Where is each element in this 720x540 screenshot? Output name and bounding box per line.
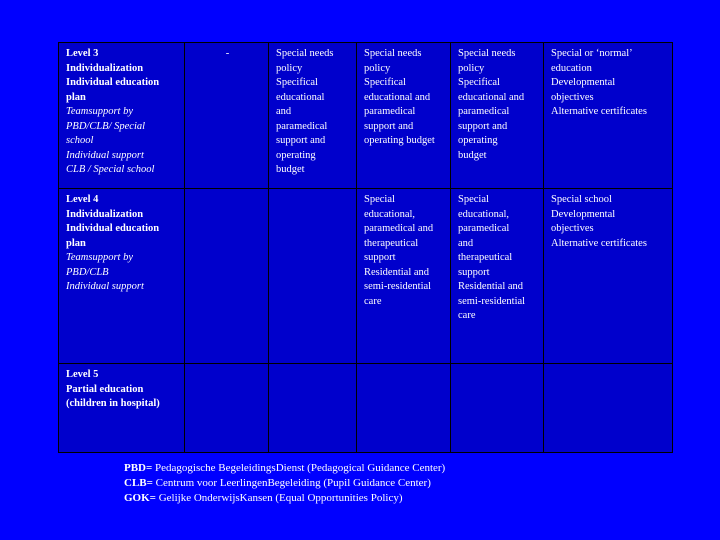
footnote-pbd: PBD= Pedagogische BegeleidingsDienst (Pedagogical Guidance Center) [124,462,446,474]
table-cell-col4 [357,43,451,189]
footnote-text: Centrum voor LeerlingenBegeleiding (Pupil Guidance Center) [155,477,431,489]
level-title-line: (children in hospital) [66,398,160,409]
level-title-line: plan [66,91,86,103]
cell-line: objectives [551,223,594,234]
cell-line: operating [276,149,316,161]
cell-line: policy [276,62,303,74]
cell-line: support [458,266,490,278]
level-title-line: Level 3 [66,48,99,59]
cell-line: education [551,62,592,74]
level-cell [59,189,185,364]
footnote-clb: CLB= Centrum voor LeerlingenBegeleiding (Pupil Guidance Center) [124,477,431,489]
cell-line: operating budget [364,135,435,146]
cell-line: care [364,295,382,307]
level-title-line: Individualization [66,62,144,74]
cell-line: Residential and [458,281,524,292]
cell-line: Special needs [364,48,422,59]
support-line: Teamsupport by [66,252,133,263]
table-cell-col3 [269,364,357,453]
support-line: Teamsupport by [66,106,133,117]
level-cell [59,364,185,453]
support-line: PBD/CLB/ Special [66,120,146,132]
level-title-line: Individualization [66,208,144,220]
cell-line: educational, [458,208,510,220]
cell-line: semi-residential [364,281,432,292]
level-title-line: Individual education [66,223,160,234]
cell-line: support and [276,135,326,146]
cell-line: and [458,237,474,249]
cell-line: support [364,252,396,263]
cell-line: educational, [364,208,416,220]
cell-line: Special [458,194,489,205]
cell-line: policy [458,62,485,74]
level-title-line: Level 4 [66,194,99,205]
cell-line: paramedical [458,223,510,234]
cell-line: Specifical [276,77,318,88]
table-cell-col6 [544,43,673,189]
table-cell-col5 [451,364,544,453]
cell-line: therapeutical [458,252,513,263]
support-levels-table [58,42,673,453]
cell-line: Residential and [364,266,430,278]
cell-line: objectives [551,91,594,103]
level-title-line: plan [66,237,86,249]
footnote-text: Gelijke OnderwijsKansen (Equal Opportunities Policy) [158,492,403,504]
level-cell [59,43,185,189]
cell-line: educational and [458,91,525,103]
cell-line: Special needs [458,48,516,59]
cell-line: paramedical [458,106,510,117]
cell-line: semi-residential [458,295,526,307]
table-row [59,189,673,364]
table-cell-col4 [357,364,451,453]
cell-line: paramedical [364,106,416,117]
cell-line: support and [458,120,508,132]
support-line: Individual support [66,149,144,161]
cell-line: Developmental [551,208,616,220]
cell-line: policy [364,62,391,74]
cell-line: budget [276,164,305,175]
table-cell-col3 [269,189,357,364]
footnote-abbr: CLB [124,477,147,489]
table-cell-col2 [185,364,269,453]
table-row [59,364,673,453]
cell-line: and [276,106,292,117]
cell-line: educational [276,91,325,103]
support-line: Individual support [66,281,144,292]
support-line: CLB / Special school [66,164,155,175]
table-cell-col3 [269,43,357,189]
footnote-abbr: PBD [124,462,146,474]
table-row [59,43,673,189]
cell-line: Special school [551,194,612,205]
table-cell-col5 [451,189,544,364]
cell-line: Alternative certificates [551,106,647,117]
support-line: school [66,135,94,146]
level-title-line: Level 5 [66,369,99,380]
cell-line: support and [364,120,414,132]
cell-line: Specifical [364,77,406,88]
cell-line: Developmental [551,77,616,88]
table-cell-col6 [544,364,673,453]
cell-line: therapeutical [364,237,419,249]
table-cell-col6 [544,189,673,364]
table-cell-col5 [451,43,544,189]
cell-line: Special needs [276,48,334,59]
cell-line: budget [458,149,487,161]
cell-line: paramedical and [364,223,434,234]
table-cell-col4 [357,189,451,364]
table-cell-col2 [185,43,269,189]
level-title-line: Individual education [66,77,160,88]
abbreviation-footnotes [124,461,445,506]
table-cell-col2 [185,189,269,364]
cell-line: educational and [364,91,431,103]
footnote-abbr: GOK [124,492,150,504]
cell-line: Special or ‘normal’ [551,48,633,59]
cell-line: Alternative certificates [551,237,647,249]
cell-line: paramedical [276,120,328,132]
cell-line: operating [458,135,498,146]
cell-line: Special [364,194,395,205]
cell-line: - [225,48,230,59]
cell-line: Specifical [458,77,500,88]
support-line: PBD/CLB [66,266,109,278]
footnote-text: Pedagogische BegeleidingsDienst (Pedagogical Guidance Center) [155,462,446,474]
footnote-gok: GOK= Gelijke OnderwijsKansen (Equal Opportunities Policy) [124,492,403,504]
cell-line: care [458,310,476,321]
level-title-line: Partial education [66,383,144,395]
